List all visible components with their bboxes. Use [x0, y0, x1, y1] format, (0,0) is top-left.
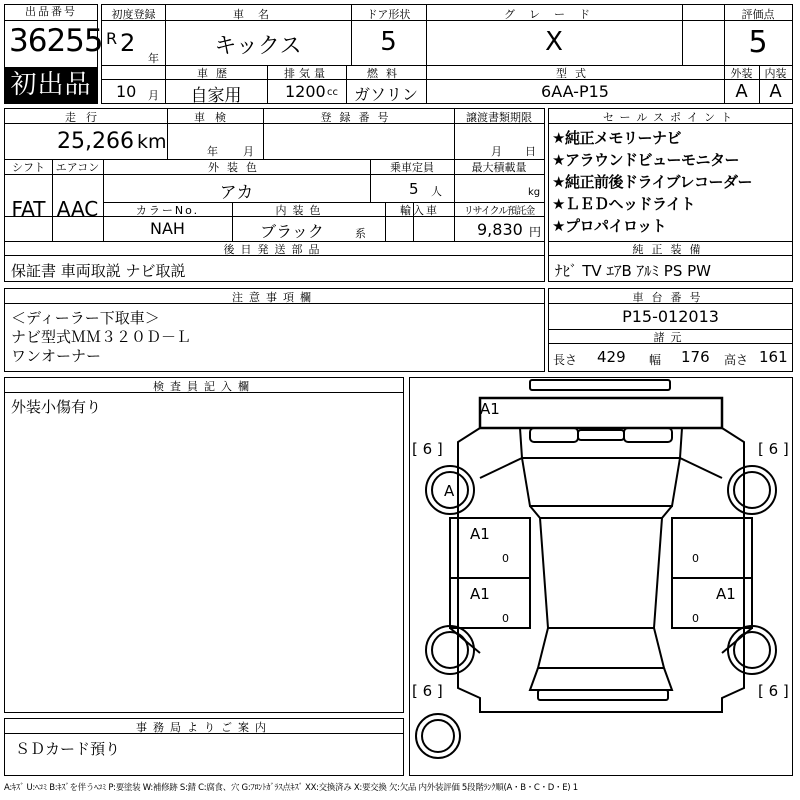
later-parts-label: 後日発送部品: [223, 243, 326, 256]
mark-front-left-wheel: A: [444, 482, 455, 500]
score: 5: [748, 25, 768, 60]
aircon: AAC: [56, 197, 99, 221]
mileage-unit: km: [137, 131, 167, 153]
inspector-text: 外装小傷有り: [11, 398, 102, 416]
sales-point-1: ★純正メモリーナビ: [552, 129, 681, 147]
dims-label: 諸元: [653, 331, 688, 344]
inspector-label: 検査員記入欄: [153, 380, 255, 393]
shift: FAT: [11, 197, 46, 221]
sales-point-5: ★プロパイロット: [552, 217, 667, 235]
length: 429: [597, 348, 626, 366]
color-no-label: カラーNo.: [135, 204, 200, 217]
interior-color-suffix: 系: [355, 227, 366, 240]
equipment-value: ﾅﾋﾞ TV ｴｱB ｱﾙﾐ PS PW: [555, 262, 711, 280]
mileage-label: 走行: [65, 111, 107, 124]
height: 161: [759, 348, 788, 366]
recycle: 9,830: [477, 220, 523, 239]
max-load-unit: kg: [528, 187, 541, 198]
year-unit: 年: [148, 52, 159, 65]
interior-color-label: 内装色: [275, 204, 327, 217]
import-label: 輸入車: [400, 204, 439, 217]
vehicle-detail-grid: [4, 108, 545, 282]
first-listing-badge: 初出品: [5, 67, 97, 103]
later-parts: 保証書 車両取説 ナビ取説: [11, 262, 186, 280]
mark-left-front-door: A1: [470, 525, 490, 543]
grade-label: グレード: [504, 8, 604, 21]
note-line-1: ＜ディーラー下取車＞: [11, 309, 160, 327]
lot-number-box: [4, 4, 103, 104]
lot-number-label: 出品番号: [5, 5, 97, 21]
chassis-number: P15-012013: [622, 307, 719, 326]
color-no: NAH: [150, 219, 185, 238]
office-box: [4, 718, 404, 776]
transfer-month-unit: 月: [491, 145, 502, 158]
displacement-unit: cc: [327, 87, 338, 98]
displacement: 1200: [285, 82, 326, 101]
fuel-label: 燃料: [367, 67, 405, 80]
zero-left-rear: 0: [502, 612, 509, 625]
note-line-2: ナビ型式ＭＭ３２０Ｄ－Ｌ: [11, 328, 192, 346]
exterior-color: アカ: [219, 183, 254, 203]
sales-point-2: ★アラウンドビューモニター: [552, 151, 739, 169]
exterior-score-label: 外装: [730, 67, 753, 80]
transfer-day-unit: 日: [525, 145, 536, 158]
car-name-label: 車名: [233, 8, 283, 21]
notes-label: 注意事項欄: [232, 291, 317, 304]
grade: X: [545, 27, 563, 57]
sales-points-box: [548, 108, 793, 282]
sales-point-3: ★純正前後ドライブレコーダー: [552, 173, 752, 191]
sales-points-label: セールスポイント: [602, 111, 738, 124]
mark-top: A1: [480, 400, 500, 418]
equipment-label: 純正装備: [632, 243, 709, 256]
zero-left-front: 0: [502, 552, 509, 565]
score-label: 評価点: [741, 8, 775, 21]
max-load-label: 最大積載量: [471, 161, 527, 174]
chassis-label: 車台番号: [632, 291, 709, 304]
recycle-unit: 円: [529, 225, 542, 239]
tread-front-right: [ 6 ]: [758, 440, 789, 458]
era-year: 2: [120, 29, 136, 57]
sales-point-4: ★ＬＥＤヘッドライト: [552, 195, 695, 213]
era-letter: R: [106, 29, 118, 48]
interior-score: A: [769, 81, 782, 102]
mark-right-rear-door: A1: [716, 585, 736, 603]
displacement-label: 排気量: [284, 67, 329, 80]
zero-right-front: 0: [692, 552, 699, 565]
plate-label: 登録番号: [320, 111, 397, 124]
month: 10: [116, 82, 137, 101]
exterior-score: A: [735, 81, 748, 102]
legend: A:ｷｽﾞ U:ﾍｺﾐ B:ｷｽﾞを伴うﾍｺﾐ P:要塗装 W:補修跡 S:錆 C:腐食、穴 G:ﾌﾛﾝﾄｶﾞﾗｽ点ｷｽﾞ XX:交換済み X:要交換 欠:欠品 内外装評価 5段階ﾗﾝｸ順(A・B・C・D・E) 1: [4, 783, 578, 793]
month-unit: 月: [148, 89, 159, 102]
mark-left-rear-door: A1: [470, 585, 490, 603]
tread-rear-right: [ 6 ]: [758, 682, 789, 700]
office-text: ＳＤカード預り: [15, 740, 121, 758]
recycle-label: リサイクル預託金: [463, 206, 535, 217]
tread-front-left: [ 6 ]: [412, 440, 443, 458]
inspector-box: [4, 377, 404, 713]
history-label: 車歴: [197, 67, 235, 80]
car-name: キックス: [214, 34, 302, 59]
capacity-unit: 人: [431, 185, 442, 198]
exterior-color-label: 外装色: [208, 161, 265, 174]
capacity: 5: [409, 180, 419, 198]
note-line-3: ワンオーナー: [11, 347, 102, 365]
vehicle-info-grid: [101, 4, 793, 104]
history: 自家用: [190, 86, 242, 106]
doors: 5: [380, 27, 397, 57]
interior-score-label: 内装: [764, 67, 787, 80]
fuel: ガソリン: [353, 85, 418, 104]
door-label: ドア形状: [366, 8, 411, 21]
transfer-label: 譲渡書類期限: [466, 111, 532, 124]
interior-color: ブラック: [260, 222, 324, 241]
inspection-month-unit: 月: [243, 145, 254, 158]
model-code-label: 型式: [556, 67, 594, 80]
car-diagram-box: [409, 377, 793, 776]
aircon-label: エアコン: [55, 161, 100, 174]
width-label: 幅: [649, 353, 662, 367]
tread-rear-left: [ 6 ]: [412, 682, 443, 700]
mileage: 25,266: [57, 129, 134, 154]
zero-right-rear: 0: [692, 612, 699, 625]
first-reg-label: 初度登録: [111, 8, 156, 21]
chassis-box: [548, 288, 793, 372]
width: 176: [681, 348, 710, 366]
office-label: 事務局よりご案内: [136, 721, 272, 734]
length-label: 長さ: [553, 353, 578, 367]
model-code: 6AA-P15: [541, 82, 609, 101]
inspection-year-unit: 年: [207, 145, 218, 158]
shift-label: シフト: [12, 161, 45, 174]
inspection-label: 車検: [194, 111, 236, 124]
lot-number: 36255: [9, 23, 103, 59]
notes-box: [4, 288, 545, 372]
car-diagram: [410, 378, 792, 775]
capacity-label: 乗車定員: [390, 161, 434, 174]
height-label: 高さ: [724, 353, 749, 367]
